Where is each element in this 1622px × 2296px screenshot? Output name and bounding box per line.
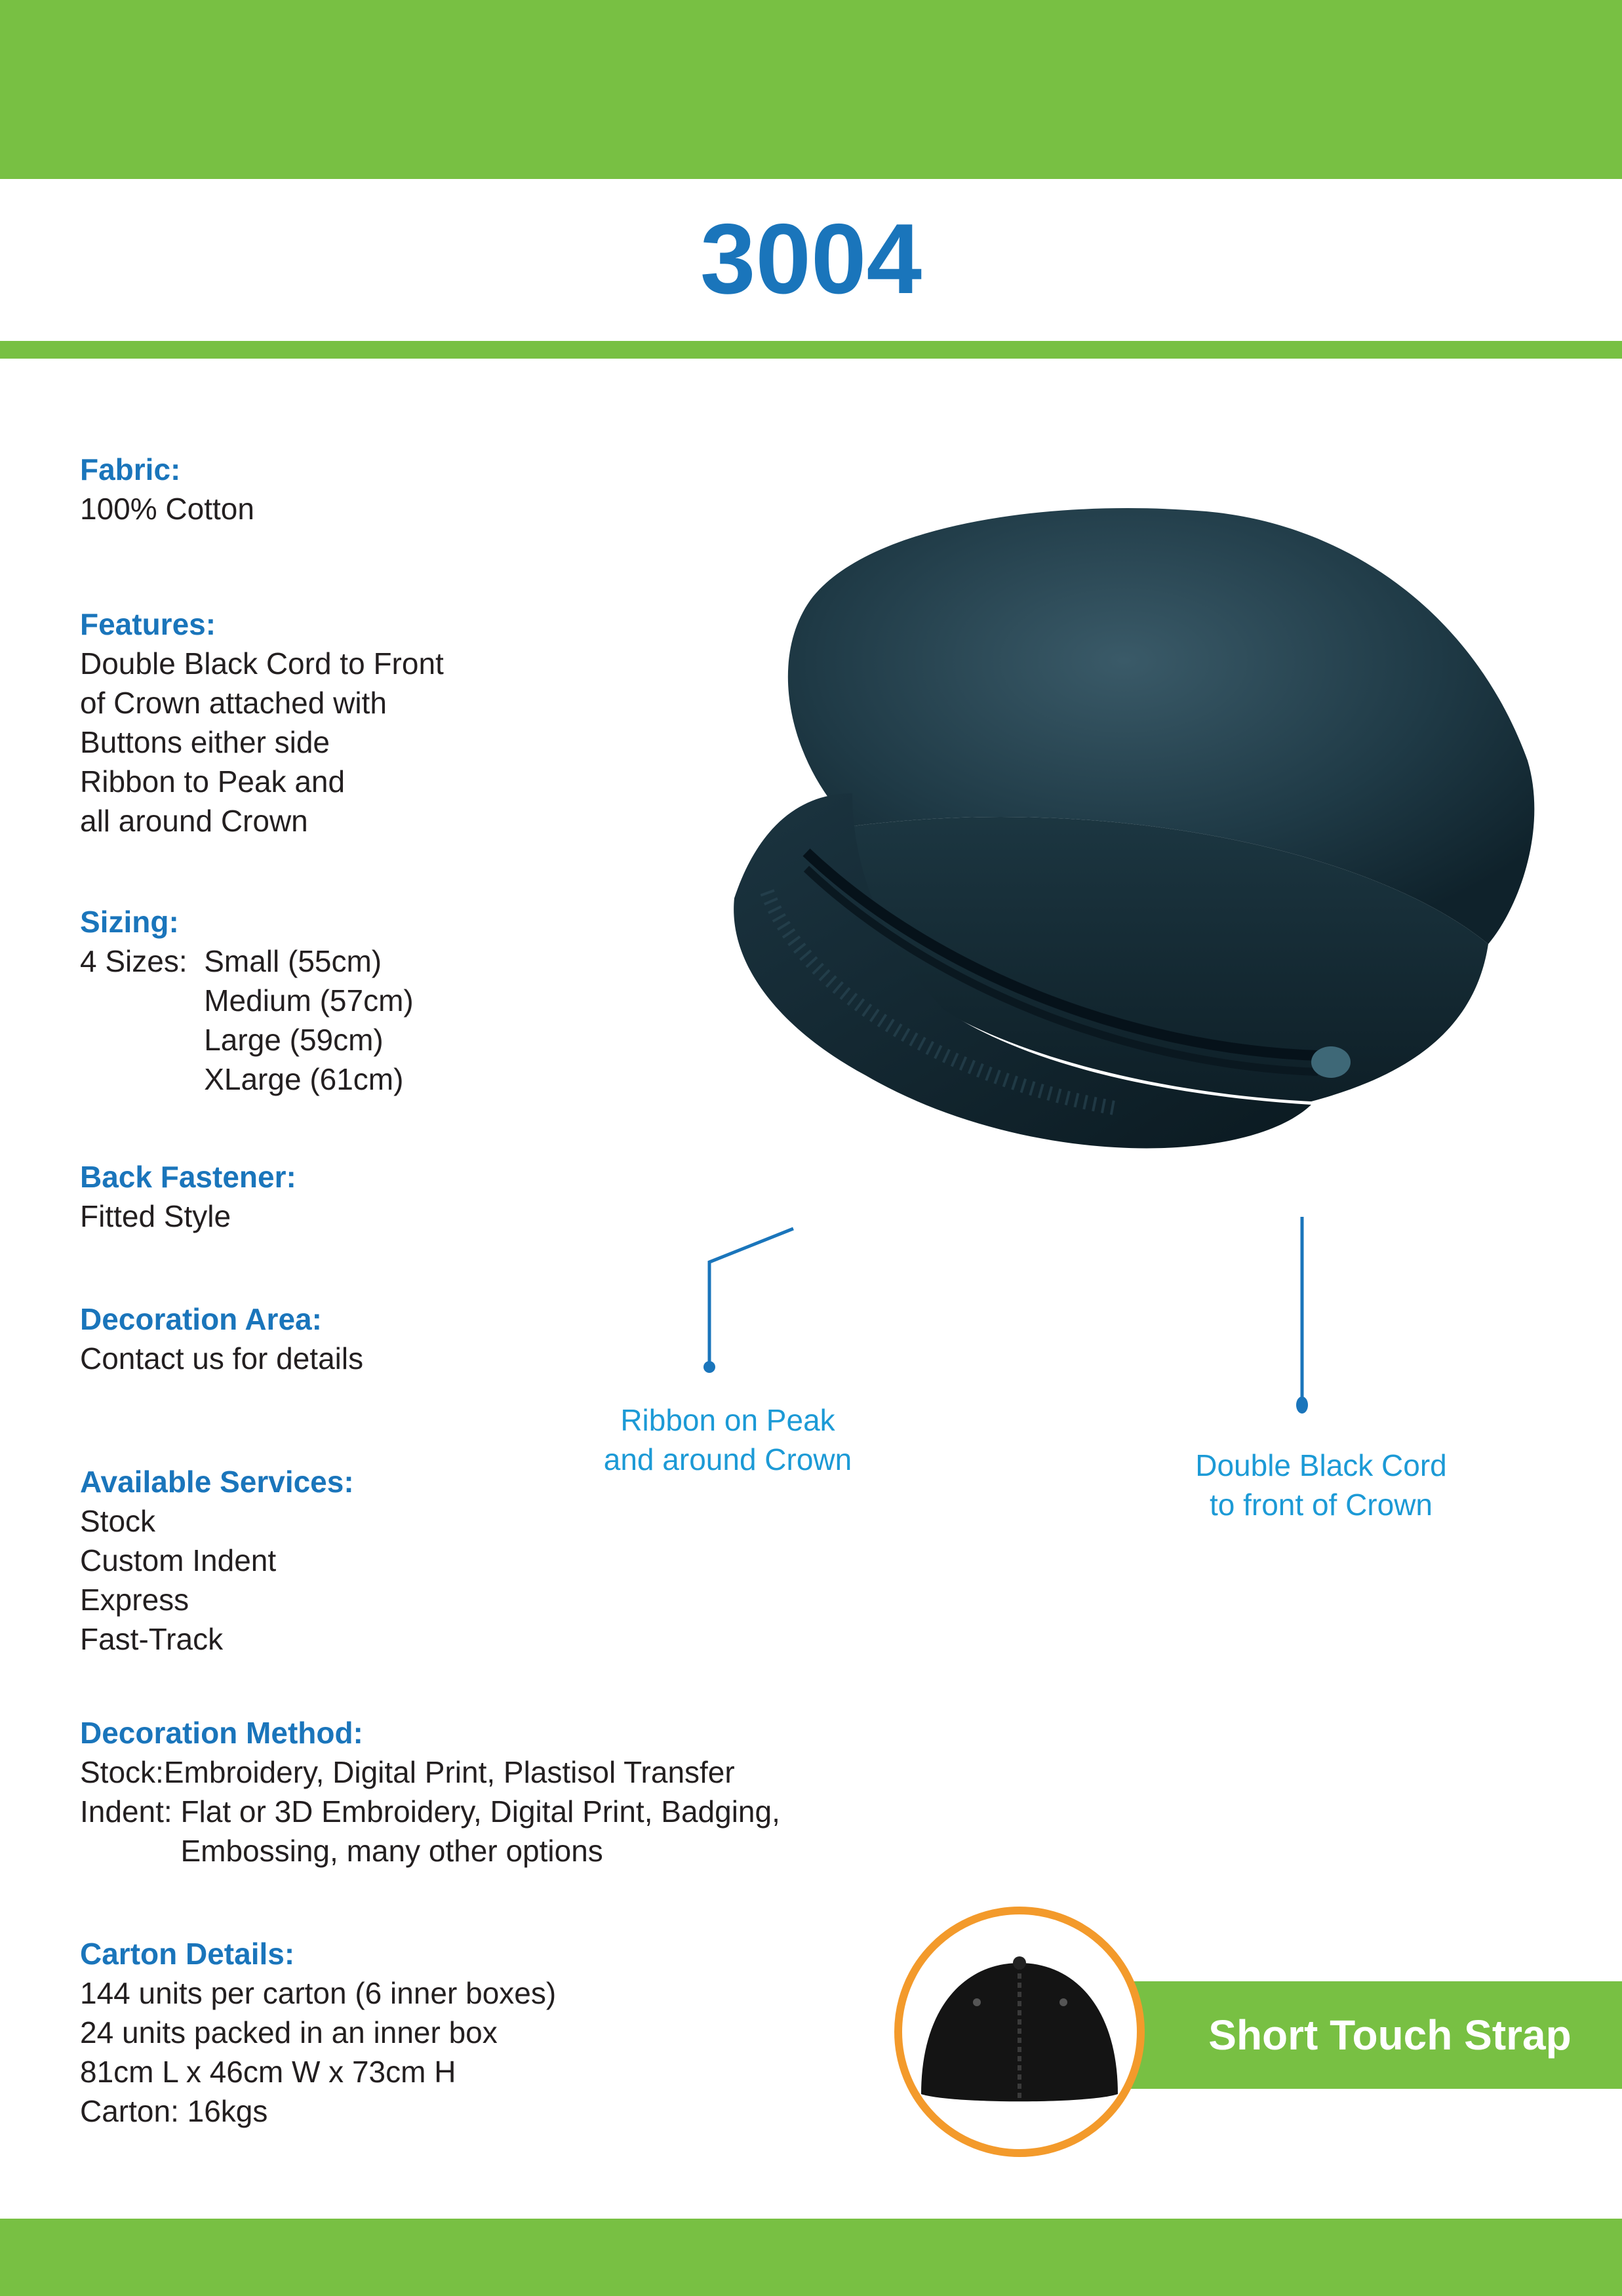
sizing-heading: Sizing: xyxy=(80,905,179,939)
stock-value: Embroidery, Digital Print, Plastisol Transfer xyxy=(163,1755,735,1789)
size-item: Medium (57cm) xyxy=(204,983,414,1018)
service-item: Express xyxy=(80,1583,189,1617)
decoration-method-section xyxy=(80,1713,780,1870)
carton-line: 81cm L x 46cm W x 73cm H xyxy=(80,2055,456,2089)
features-line: Buttons either side xyxy=(80,725,330,759)
carton-heading: Carton Details: xyxy=(80,1937,295,1971)
indent-label: Indent: xyxy=(80,1794,181,1829)
sizing-label: 4 Sizes: xyxy=(80,944,205,978)
decoration-area-section xyxy=(80,1299,363,1378)
cord-callout-line-2: to front of Crown xyxy=(1209,1488,1433,1522)
cord-callout-line xyxy=(1289,1217,1315,1420)
features-line: all around Crown xyxy=(80,804,308,838)
carton-line: 24 units packed in an inner box xyxy=(80,2015,498,2049)
bottom-green-band xyxy=(0,2219,1622,2296)
back-fastener-section xyxy=(80,1157,296,1236)
cord-callout-line-1: Double Black Cord xyxy=(1195,1448,1447,1482)
ribbon-callout-label xyxy=(590,1400,865,1479)
features-heading: Features: xyxy=(80,607,216,641)
divider-green-band xyxy=(0,341,1622,359)
fabric-heading: Fabric: xyxy=(80,452,181,486)
carton-line: Carton: 16kgs xyxy=(80,2094,268,2128)
fabric-value: 100% Cotton xyxy=(80,492,254,526)
services-section xyxy=(80,1462,354,1659)
size-item: Large (59cm) xyxy=(204,1023,384,1057)
fisherman-cap-image xyxy=(656,485,1547,1193)
strap-cap-back-image xyxy=(892,1904,1147,2160)
decoration-area-value: Contact us for details xyxy=(80,1341,364,1376)
size-item: Small (55cm) xyxy=(204,944,382,978)
top-green-band xyxy=(0,0,1622,179)
ribbon-callout-line xyxy=(695,1219,806,1377)
size-item: XLarge (61cm) xyxy=(204,1062,404,1096)
back-fastener-value: Fitted Style xyxy=(80,1199,231,1233)
product-code: 3004 xyxy=(700,203,922,315)
indent-line: Flat or 3D Embroidery, Digital Print, Badging, xyxy=(180,1794,780,1829)
fabric-section xyxy=(80,450,254,528)
ribbon-callout-line-2: and around Crown xyxy=(603,1442,852,1476)
decoration-method-heading: Decoration Method: xyxy=(80,1716,363,1750)
features-line: Double Black Cord to Front xyxy=(80,646,444,681)
decoration-area-heading: Decoration Area: xyxy=(80,1302,322,1336)
strap-label: Short Touch Strap xyxy=(1208,2011,1572,2059)
ribbon-callout-line-1: Ribbon on Peak xyxy=(620,1403,835,1437)
service-item: Fast-Track xyxy=(80,1622,224,1656)
carton-section xyxy=(80,1934,556,2131)
features-section xyxy=(80,604,444,841)
sizing-section xyxy=(80,902,414,1099)
indent-line: Embossing, many other options xyxy=(180,1834,603,1868)
features-line: Ribbon to Peak and xyxy=(80,764,346,799)
cord-callout-label xyxy=(1174,1446,1469,1524)
service-item: Custom Indent xyxy=(80,1543,277,1577)
features-line: of Crown attached with xyxy=(80,686,387,720)
service-item: Stock xyxy=(80,1504,156,1538)
carton-line: 144 units per carton (6 inner boxes) xyxy=(80,1976,557,2010)
services-heading: Available Services: xyxy=(80,1465,354,1499)
stock-label: Stock: xyxy=(80,1755,164,1789)
back-fastener-heading: Back Fastener: xyxy=(80,1160,296,1194)
